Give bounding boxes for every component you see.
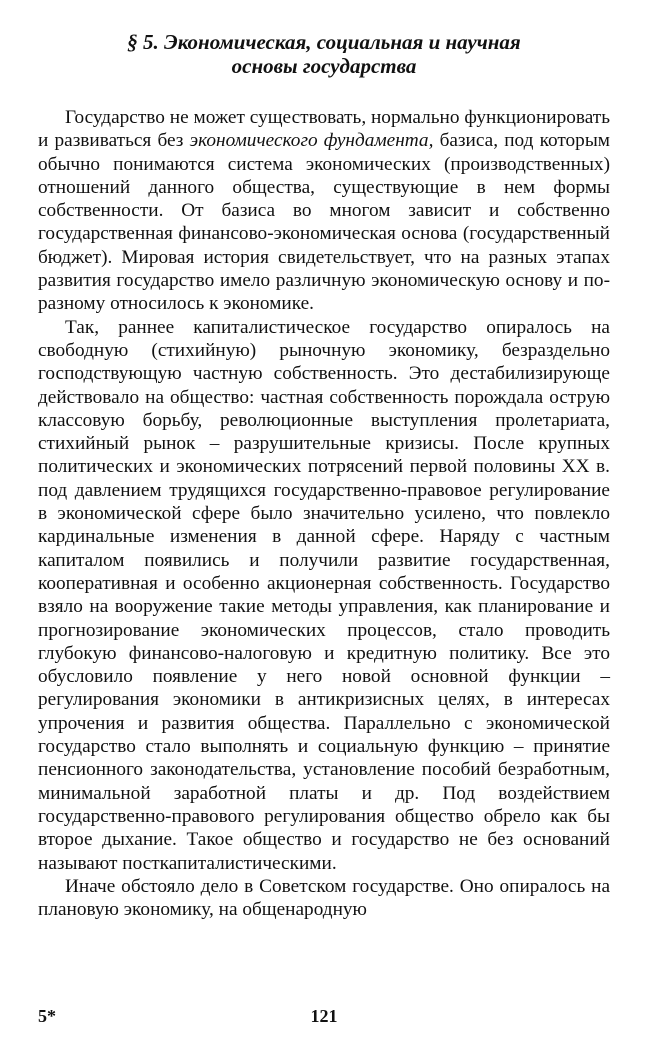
section-heading bbox=[38, 30, 610, 78]
section-heading-line-1: § 5. Экономическая, социальная и научная bbox=[127, 30, 521, 54]
paragraph-2: Так, раннее капиталистическое государство опиралось на свободную (стихийную) рыночную экономику, безраздельно господствующую частную собственность. Это дестабилизирующе действовало на общество: частная собственность порождала острую классовую борьбу, революционные выступления пролетариата, стихийный рынок – разрушительные кризисы. После крупных политических и экономических потрясений первой половины XX в. под давлением трудящихся государственно-правовое регулирование в экономической сфере было значительно усилено, что повлекло кардинальные изменения в данной сфере. Наряду с частным капиталом появились и получили развитие государственная, кооперативная и особенно акционерная собственность. Государство взяло на вооружение такие методы управления, как планирование и прогнозирование экономических процессов, стало проводить глубокую финансово-налоговую и кредитную политику. Все это обусловило появление у него новой основной функции – регулирования экономики в антикризисных целях, в интересах упрочения и развития общества. Параллельно с экономической государство стало выполнять и социальную функцию – принятие пенсионного законодательства, установление пособий безработным, минимальной заработной платы и др. Под воздействием государственно-правового регулирования общество обрело как бы второе дыхание. Такое общество и государство не без оснований называют посткапиталистическими. bbox=[38, 316, 610, 874]
paragraph-1 bbox=[38, 106, 610, 316]
page-body bbox=[38, 30, 610, 921]
page-number: 121 bbox=[310, 1006, 338, 1026]
paragraph-1-text-end: базиса, под которым обычно понимаются система экономических (производственных) отношений данного общества, существующие в нем формы собственности. От базиса во многом зависит и собственно государственная финансово-экономическая основа (государственный бюджет). Мировая история свидетельствует, что на разных этапах развития государство имело различную экономическую основу и по-разному относилось к экономике. bbox=[38, 130, 610, 315]
paragraph-1-text-start: Государство не может существовать, нормально функционировать и развиваться без bbox=[38, 107, 610, 152]
paragraph-1-emphasis: экономического фундамента, bbox=[189, 130, 434, 152]
page-footer bbox=[38, 1006, 610, 1030]
printer-signature-mark: 5* bbox=[38, 1006, 56, 1026]
paragraph-3: Иначе обстояло дело в Советском государстве. Оно опиралось на плановую экономику, на общенародную bbox=[38, 875, 610, 921]
section-heading-line-2: основы государства bbox=[231, 54, 417, 78]
